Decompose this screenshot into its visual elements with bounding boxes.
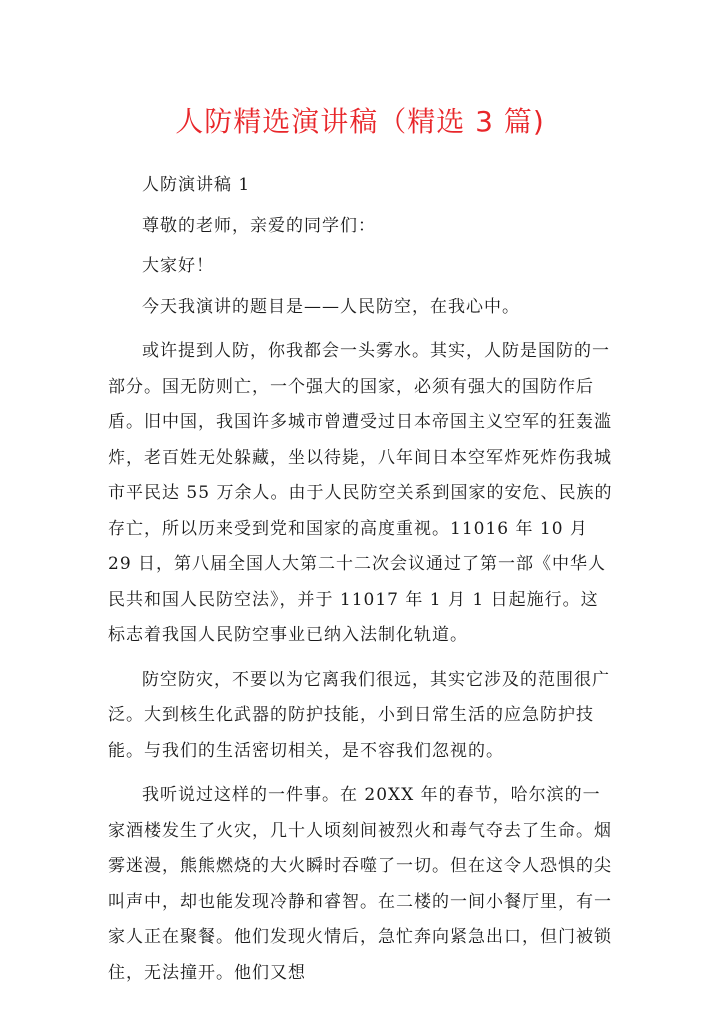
greeting: 大家好！	[142, 256, 214, 276]
section-heading: 人防演讲稿 1	[142, 175, 251, 195]
paragraph: 我听说过这样的一件事。在 20XX 年的春节，哈尔滨的一家酒楼发生了火灾，几十人顷刻间被烈火和毒气夺去了生命。烟雾迷漫，熊熊燃烧的大火瞬时吞噬了一切。但在这令人恐惧的尖叫声中，却也能发现冷静和睿智。在二楼的一间小餐厅里，有一家人正在聚餐。他们发现火情后，急忙奔向紧急出口，但门被锁住，无法撞开。他们又想	[108, 785, 612, 983]
document-title: 人防精选演讲稿（精选 3 篇)	[175, 105, 545, 138]
paragraph: 防空防灾，不要以为它离我们很远，其实它涉及的范围很广泛。大到核生化武器的防护技能，小到日常生活的应急防护技能。与我们的生活密切相关，是不容我们忽视的。	[108, 669, 610, 761]
salutation: 尊敬的老师，亲爱的同学们：	[142, 215, 376, 236]
paragraph: 或许提到人防，你我都会一头雾水。其实，人防是国防的一部分。国无防则亡，一个强大的国家，必须有强大的国防作后盾。旧中国，我国许多城市曾遭受过日本帝国主义空军的狂轰滥炸，老百姓无处躲藏，坐以待毙，八年间日本空军炸死炸伤我城市平民达 55 万余人。由于人民防空关系到国家的安危、民族的存亡，所以历来受到党和国家的高度重视。11016 年 10 月 29 日，第八届全国人大第二十二次会议通过了第一部《中华人民共和国人民防空法》，并于 11017 年 1 月 1 日起施行。这标志着我国人民防空事业已纳入法制化轨道。	[108, 341, 613, 645]
document-body	[108, 168, 613, 1000]
paragraph: 今天我演讲的题目是——人民防空，在我心中。	[142, 296, 520, 317]
